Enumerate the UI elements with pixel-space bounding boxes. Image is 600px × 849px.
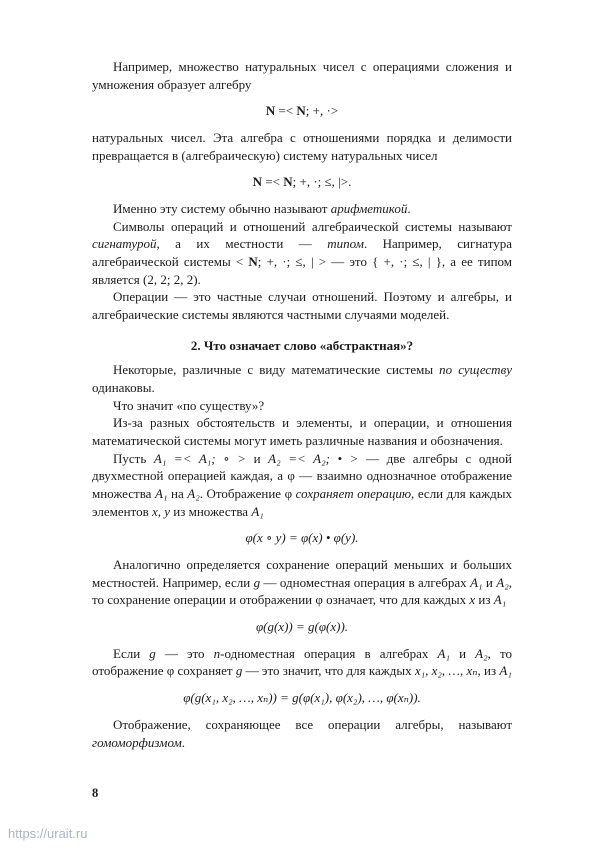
math-run: N (283, 174, 293, 190)
text-run: Например, множество натуральных чисел с операциями сложения и умножения образует алгебру (92, 59, 512, 92)
text-run: Что значит «по существу»? (113, 397, 265, 413)
formula-natural-numbers-system (92, 173, 512, 191)
text-run: ; +, ·; ≤, | > — это { +, ·; ≤, | }, а ее типом является (2, 2; 2, 2). (92, 254, 512, 287)
text-run: Из-за разных обстоятельств и элементы, и операции, и отношения математической системы могут иметь различные названия и обозначения. (92, 415, 512, 449)
text-run: Отображение, сохраняющее все операции алгебры, называют (113, 716, 512, 732)
text-run: — это (155, 645, 214, 661)
text-run: — две алгебры с одной двухместной операцией каждая, а φ — взаимно однозначное отображение множества (92, 450, 512, 502)
section-heading: 2. Что означает слово «абстрактная»? (190, 337, 414, 353)
math-run: =< (262, 174, 284, 190)
text-run-italic: сохраняет операцию (295, 486, 412, 502)
math-run: N (252, 174, 263, 190)
math-run: A₂ (475, 645, 488, 661)
paragraph-arithmetic (92, 200, 512, 218)
paragraph-different-names (92, 414, 512, 449)
text-run: и (450, 645, 476, 661)
text-run: одинаковы. (92, 380, 155, 396)
text-run: Символы операций и отношений алгебраической системы называют (113, 218, 512, 234)
math-run: A₁ (437, 645, 450, 661)
math-run: g (149, 645, 156, 661)
math-run: g (253, 574, 261, 590)
math-run: N (265, 103, 276, 119)
math-run: x, y (151, 503, 171, 519)
text-run: , то сохранение операции и отображении φ означает, что для каждых (92, 574, 512, 608)
text-run: на (167, 486, 188, 502)
math-run: A₁ (251, 503, 264, 519)
math-run: A₂ (187, 486, 200, 502)
text-run: и (245, 450, 269, 466)
math-run: x (469, 592, 476, 608)
text-run: и (482, 574, 497, 590)
text-run: , если для каждых элементов (92, 486, 513, 519)
math-run: N (296, 103, 306, 119)
paragraph-natural-numbers-system (92, 129, 512, 164)
watermark-url: https://urait.ru (8, 826, 88, 841)
text-run-italic: сигнатурой (92, 236, 157, 252)
text-run: Именно эту систему обычно называют (113, 201, 331, 217)
paragraph-systems-essentially-same (92, 361, 512, 396)
math-run: g (235, 663, 243, 679)
text-run: — это значит, что для каждых (242, 663, 415, 679)
math-run: A₁ (470, 574, 483, 590)
page-number: 8 (92, 786, 99, 800)
text-run-italic: по существу (439, 362, 512, 378)
text-run: из множества (170, 503, 252, 519)
math-run: A₁ (493, 592, 507, 608)
math-run: A₁ =< A₁; ∘ > (153, 450, 246, 466)
math-run: A₁ (155, 486, 168, 502)
math-run: ; +, ·> (305, 103, 339, 119)
math-run: n (213, 645, 221, 661)
paragraph-operations-relations (92, 288, 512, 323)
text-run-italic: гомоморфизмом (92, 734, 182, 750)
text-run: . (181, 734, 185, 750)
text-run: . Отображение φ (199, 486, 296, 502)
text-run: Некоторые, различные с виду математические системы (113, 362, 440, 378)
formula-nary-operation-preserved: φ(g(x₁, x₂, …, xₙ)) = g(φ(x₁), φ(x₂), …, φ(xₙ)). (183, 690, 421, 706)
formula-unary-operation-preserved: φ(g(x)) = g(φ(x)). (255, 619, 349, 635)
paragraph-homomorphism-definition (92, 716, 512, 751)
formula-binary-operation-preserved: φ(x ∘ y) = φ(x) • φ(y). (245, 530, 359, 546)
paragraph-signature-type (92, 218, 512, 289)
text-run: . Например, сигнатура алгебраической системы < (92, 236, 512, 270)
text-run: , из (477, 663, 500, 679)
text-run: Аналогично определяется сохранение операций меньших и больших местностей. Например, если (92, 557, 512, 590)
paragraph-example-intro (92, 58, 512, 93)
text-run: натуральных чисел. Эта алгебра с отношениями порядка и делимости превращается в (алгебраическую) систему натуральных чисел (92, 130, 512, 163)
paragraph-unary-preservation (92, 556, 512, 609)
paragraph-two-algebras (92, 450, 512, 521)
text-run-italic: типом (327, 236, 364, 252)
math-run: x₁, x₂, …, xₙ (414, 663, 478, 679)
text-run: Операции — это частные случаи отношений. Поэтому и алгебры, и алгебраические системы являются частными случаями моделей. (92, 289, 512, 323)
math-run: ; +, ·; ≤, |>. (292, 174, 352, 190)
text-run: из (475, 592, 494, 608)
text-run-italic: арифметикой (330, 201, 408, 217)
text-run: Пусть (113, 450, 154, 466)
math-run: A₂ (496, 574, 509, 590)
paragraph-nary-preservation (92, 645, 512, 680)
page-content (92, 58, 512, 751)
text-run: Если (113, 645, 150, 661)
text-run: , то отображение φ сохраняет (92, 645, 512, 679)
text-run: — одноместная операция в алгебрах (260, 574, 471, 590)
math-run: =< (275, 103, 297, 119)
formula-natural-numbers-algebra (92, 102, 512, 120)
text-run: -одноместная операция в алгебрах (220, 645, 438, 661)
text-run: , а их местности — (156, 236, 328, 252)
text-run: . (407, 201, 411, 217)
paragraph-question (92, 397, 512, 415)
math-run: N (248, 254, 258, 270)
math-run: A₁ (499, 663, 512, 679)
math-run: A₂ =< A₂; • > (268, 450, 359, 466)
